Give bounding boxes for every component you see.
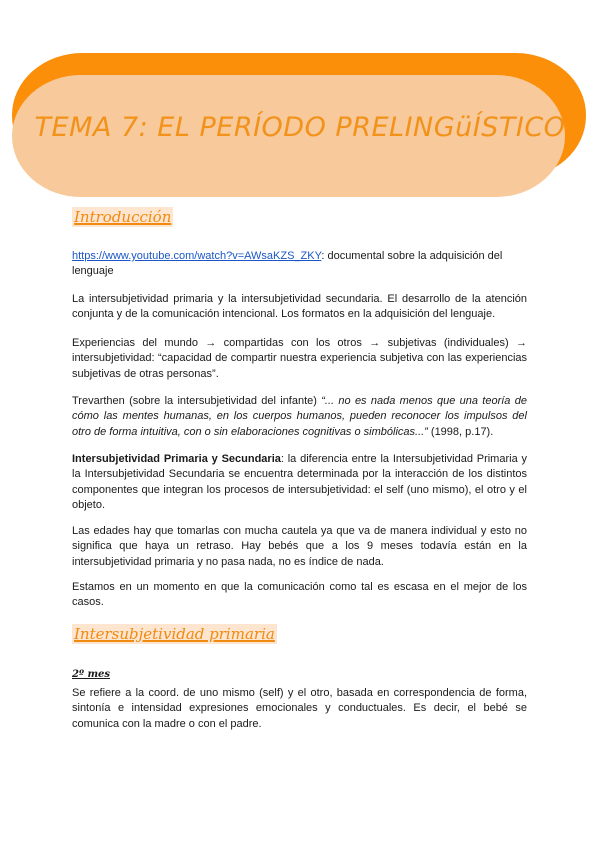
paragraph: La intersubjetividad primaria y la intersubjetividad secundaria. El desarrollo de la atención conjunta y de la comunicación intencional. Los formatos en la adquisición del lenguaje.	[72, 293, 527, 321]
paragraph-trevarthen	[72, 394, 527, 440]
paragraph: Experiencias del mundo → compartidas con los otros → subjetivas (individuales) → intersubjetividad: “capacidad de compartir nuestra experiencia subjetiva con las experiencias subjetivas de otras personas”.	[72, 337, 527, 380]
section-heading-introduccion: Introducción	[74, 208, 172, 226]
paragraph: Estamos en un momento en que la comunicación como tal es escasa en el mejor de los casos.	[72, 581, 527, 609]
subheading-2-mes: 2º mes	[72, 669, 111, 680]
paragraph: Se refiere a la coord. de uno mismo (self) y el otro, basada en correspondencia de forma, sintonía e intensidad expresiones emocionales y conductuales. Es decir, el bebé se comunica con la madre o con el padre.	[72, 687, 527, 730]
paragraph-definition	[72, 452, 527, 513]
text: Trevarthen (sobre la intersubjetividad del infante)	[72, 395, 322, 407]
term: Intersubjetividad Primaria y Secundaria	[72, 453, 281, 465]
section-heading-intersubjetividad-primaria: Intersubjetividad primaria	[74, 625, 275, 643]
paragraph: Las edades hay que tomarlas con mucha cautela ya que va de manera individual y esto no significa que haya un retraso. Hay bebés que a los 9 meses todavía están en la intersubjetividad primaria y no pasa nada, no es índice de nada.	[72, 525, 527, 568]
page-title: TEMA 7: EL PERÍODO PRELINGüÍSTICO	[34, 112, 566, 143]
citation: (1998, p.17).	[427, 425, 494, 438]
definition: : la diferencia entre la Intersubjetividad Primaria y la Intersubjetividad Secundaria se encuentra determinada por la interacción de los distintos componentes que integran los procesos de intersubjetividad: el self (uno mismo), el otro y el objeto.	[72, 453, 527, 511]
link-description: : documental sobre la adquisición del lenguaje	[72, 250, 503, 278]
paragraph-link	[72, 249, 527, 280]
quote: “... no es nada menos que una teoría de cómo las mentes humanas, en los cuerpos humanos, pueden reconocer los impulsos del otro de forma intuitiva, con o sin elaboraciones cognitivas o simbólicas...”	[72, 395, 527, 438]
youtube-link[interactable]: https://www.youtube.com/watch?v=AWsaKZS_ZKY	[72, 250, 322, 262]
